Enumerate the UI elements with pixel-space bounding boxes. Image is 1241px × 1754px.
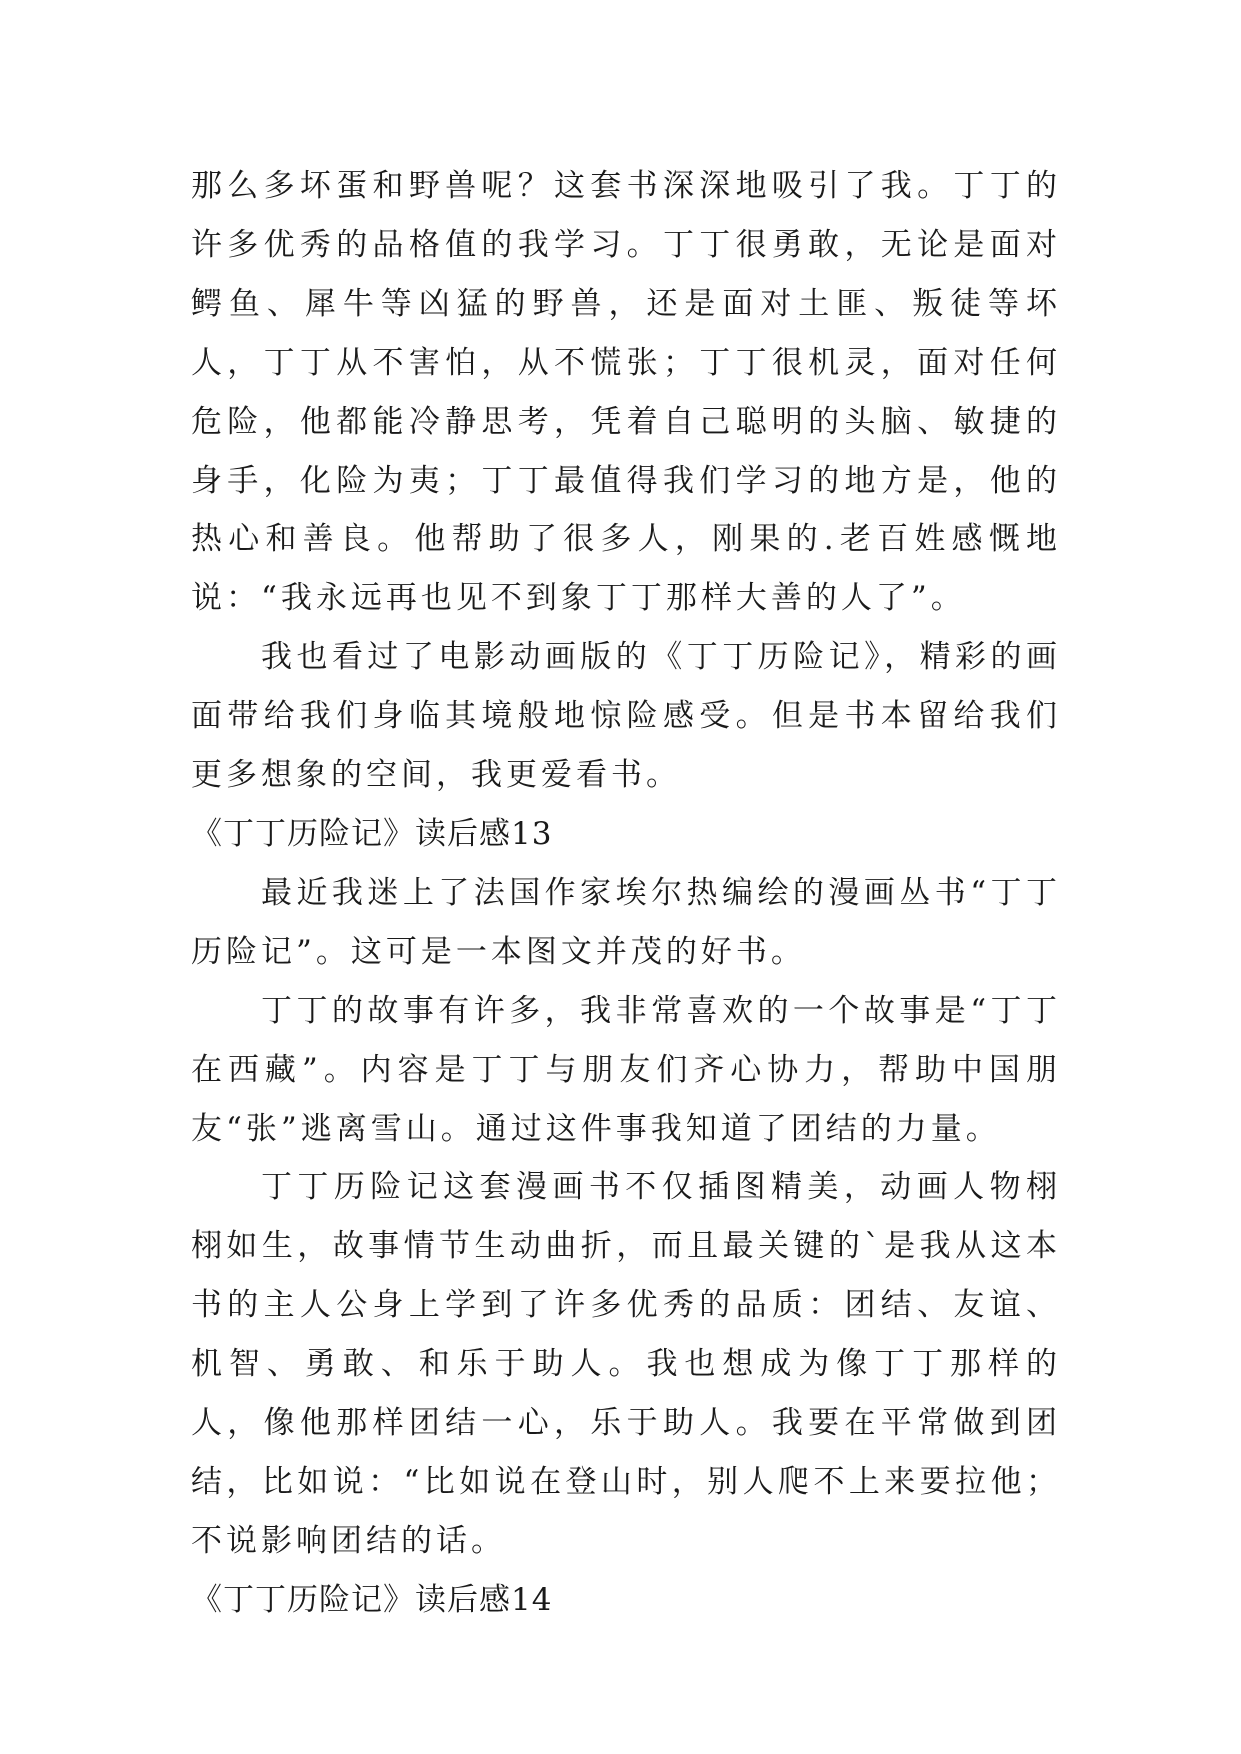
- section-heading: 《丁丁历险记》读后感13: [191, 815, 553, 852]
- paragraph: 我也看过了电影动画版的《丁丁历险记》，精彩的画面带给我们身临其境般地惊险感受。但是书本留给我们更多想象的空间，我更爱看书。: [191, 639, 1061, 794]
- paragraph: 最近我迷上了法国作家埃尔热编绘的漫画丛书“丁丁历险记”。这可是一本图文并茂的好书。: [191, 874, 1061, 970]
- section-heading: 《丁丁历险记》读后感14: [191, 1581, 553, 1618]
- paragraph: 丁丁的故事有许多，我非常喜欢的一个故事是“丁丁在西藏”。内容是丁丁与朋友们齐心协力，帮助中国朋友“张”逃离雪山。通过这件事我知道了团结的力量。: [191, 992, 1061, 1147]
- paragraph: 丁丁历险记这套漫画书不仅插图精美，动画人物栩栩如生，故事情节生动曲折，而且最关键的`是我从这本书的主人公身上学到了许多优秀的品质：团结、友谊、机智、勇敢、和乐于助人。我也想成为像丁丁那样的人，像他那样团结一心，乐于助人。我要在平常做到团结，比如说：“比如说在登山时，别人爬不上来要拉他；不说影响团结的话。: [191, 1169, 1061, 1559]
- paragraph: 那么多坏蛋和野兽呢？这套书深深地吸引了我。丁丁的许多优秀的品格值的我学习。丁丁很勇敢，无论是面对鳄鱼、犀牛等凶猛的野兽，还是面对土匪、叛徒等坏人，丁丁从不害怕，从不慌张；丁丁很机灵，面对任何危险，他都能冷静思考，凭着自己聪明的头脑、敏捷的身手，化险为夷；丁丁最值得我们学习的地方是，他的热心和善良。他帮助了很多人，刚果的.老百姓感慨地说：“我永远再也见不到象丁丁那样大善的人了”。: [191, 168, 1061, 617]
- document-body: [191, 157, 1061, 1630]
